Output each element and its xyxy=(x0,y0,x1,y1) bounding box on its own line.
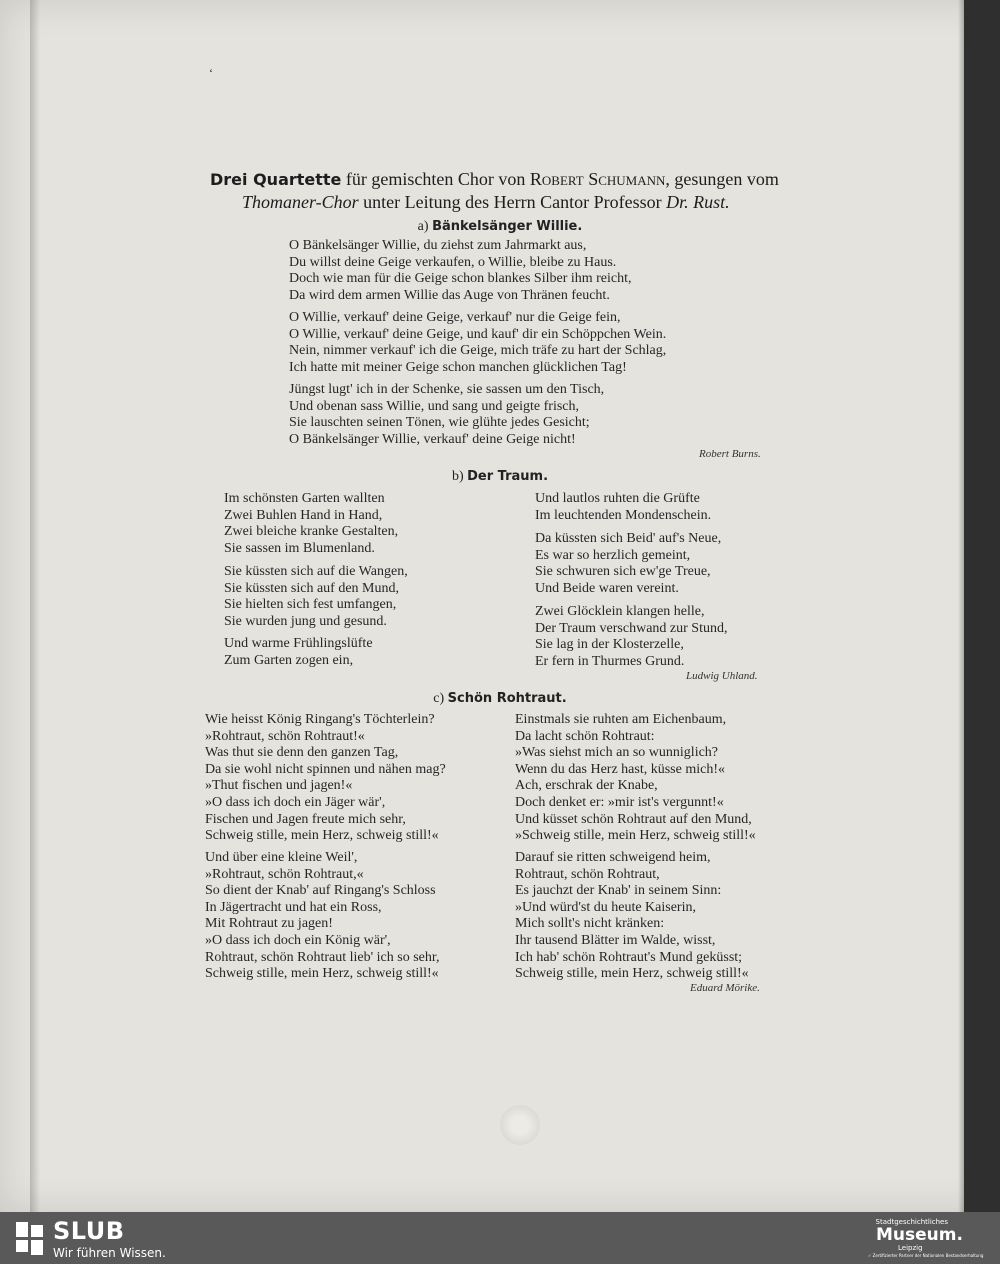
museum-certification: ✓ Zertifizierter Partner der Nationalen Bestandserhaltung xyxy=(868,1253,984,1258)
author-a: Robert Burns. xyxy=(699,448,761,460)
author-c: Eduard Mörike. xyxy=(690,982,760,994)
song-c-right-stanza-2: Darauf sie ritten schweigend heim, Rohtraut, schön Rohtraut, Es jauchzt der Knab' in seinem Sinn: »Und würd'st du heute Kaiserin, Mich sollt's nicht kränken: Ihr tausend Blätter im Walde, wisst, Ich hab' schön Rohtraut's Mund geküsst; Schweig stille, mein Herz, schweig still!« xyxy=(515,850,749,982)
song-heading-c: c) Schön Rohtraut. xyxy=(433,691,567,706)
library-slogan: Wir führen Wissen. xyxy=(53,1246,166,1260)
song-heading-b: b) Der Traum. xyxy=(451,469,549,484)
title-bold: Drei Quartette xyxy=(210,170,342,189)
song-c-left-stanza-2: Und über eine kleine Weil', »Rohtraut, schön Rohtraut,« So dient der Knab' auf Ringang's Schloss In Jägertracht und hat ein Ross, Mit Rohtraut zu jagen! »O dass ich doch ein König wär', Rohtraut, schön Rohtraut lieb' ich so sehr, Schweig stille, mein Herz, schweig still!« xyxy=(205,850,440,982)
library-stamp xyxy=(500,1105,540,1145)
song-b-right-stanza-2: Da küssten sich Beid' auf's Neue, Es war so herzlich gemeint, Sie schwuren sich ew'ge Treue, Und Beide waren vereint. xyxy=(535,531,722,596)
song-b-right-stanza-1: Und lautlos ruhten die Grüfte Im leuchtenden Mondenschein. xyxy=(535,491,712,523)
museum-subtitle: Stadtgeschichtliches xyxy=(875,1218,948,1226)
song-a-stanza-3: Jüngst lugt' ich in der Schenke, sie sassen um den Tisch, Und obenan sass Willie, und sang und geigte frisch, Sie lauschten seinen Tönen, wie glühte jedes Gesicht; O Bänkelsänger Willie, verkauf' deine Geige nicht! xyxy=(289,382,605,447)
scan-border xyxy=(964,0,1000,1212)
song-b-left-stanza-3: Und warme Frühlingslüfte Zum Garten zogen ein, xyxy=(224,636,373,668)
song-b-left-stanza-2: Sie küssten sich auf die Wangen, Sie küssten sich auf den Mund, Sie hielten sich fest umfangen, Sie wurden jung und gesund. xyxy=(224,564,408,629)
song-b-left-stanza-1: Im schönsten Garten wallten Zwei Buhlen Hand in Hand, Zwei bleiche kranke Gestalten, Sie sassen im Blumenland. xyxy=(224,491,399,556)
museum-city: Leipzig xyxy=(898,1244,923,1252)
song-heading-a: a) Bänkelsänger Willie. xyxy=(417,219,583,234)
song-b-right-stanza-3: Zwei Glöcklein klangen helle, Der Traum verschwand zur Stund, Sie lag in der Klosterzelle, Er fern in Thurmes Grund. xyxy=(535,604,728,669)
library-name: SLUB xyxy=(53,1217,125,1245)
song-c-right-stanza-1: Einstmals sie ruhten am Eichenbaum, Da lacht schön Rohtraut: »Was siehst mich an so wunniglich? Wenn du das Herz hast, küsse mich!« Ach, erschrak der Knabe, Doch denket er: »mir ist's vergunnt!« Und küsset schön Rohtraut auf den Mund, »Schweig stille, mein Herz, schweig still!« xyxy=(515,712,756,844)
conductor-name: Dr. Rust. xyxy=(666,192,730,212)
page-fold xyxy=(30,0,40,1212)
choir-name: Thomaner-Chor xyxy=(242,192,359,212)
song-a-stanza-1: O Bänkelsänger Willie, du ziehst zum Jahrmarkt aus, Du willst deine Geige verkaufen, o Willie, bleibe zu Haus. Doch wie man für die Geige schon blankes Silber ihm reicht, Da wird dem armen Willie das Auge von Thränen feucht. xyxy=(289,238,632,303)
margin-mark: ‘ xyxy=(209,66,213,80)
program-title: Drei Quartette für gemischten Chor von Robert Schumann, gesungen vom Thomaner-Chor unter Leitung des Herrn Cantor Professor Dr. Rust. xyxy=(210,169,779,212)
author-b: Ludwig Uhland. xyxy=(686,670,758,682)
museum-name: Museum. xyxy=(876,1225,963,1245)
song-a-stanza-2: O Willie, verkauf' deine Geige, verkauf' nur die Geige fein, O Willie, verkauf' deine Geige, und kauf' dir ein Schöppchen Wein. Nein, nimmer verkauf' ich die Geige, mich träfe zu hart der Schlag, Ich hatte mit meiner Geige schon manchen glücklichen Tag! xyxy=(289,310,667,375)
composer-name: Robert Schumann xyxy=(529,169,666,189)
slub-logo-icon xyxy=(14,1220,46,1256)
song-c-left-stanza-1: Wie heisst König Ringang's Töchterlein? »Rohtraut, schön Rohtraut!« Was thut sie denn den ganzen Tag, Da sie wohl nicht spinnen und nähen mag? »Thut fischen und jagen!« »O dass ich doch ein Jäger wär', Fischen und Jagen freute mich sehr, Schweig stille, mein Herz, schweig still!« xyxy=(205,712,446,844)
